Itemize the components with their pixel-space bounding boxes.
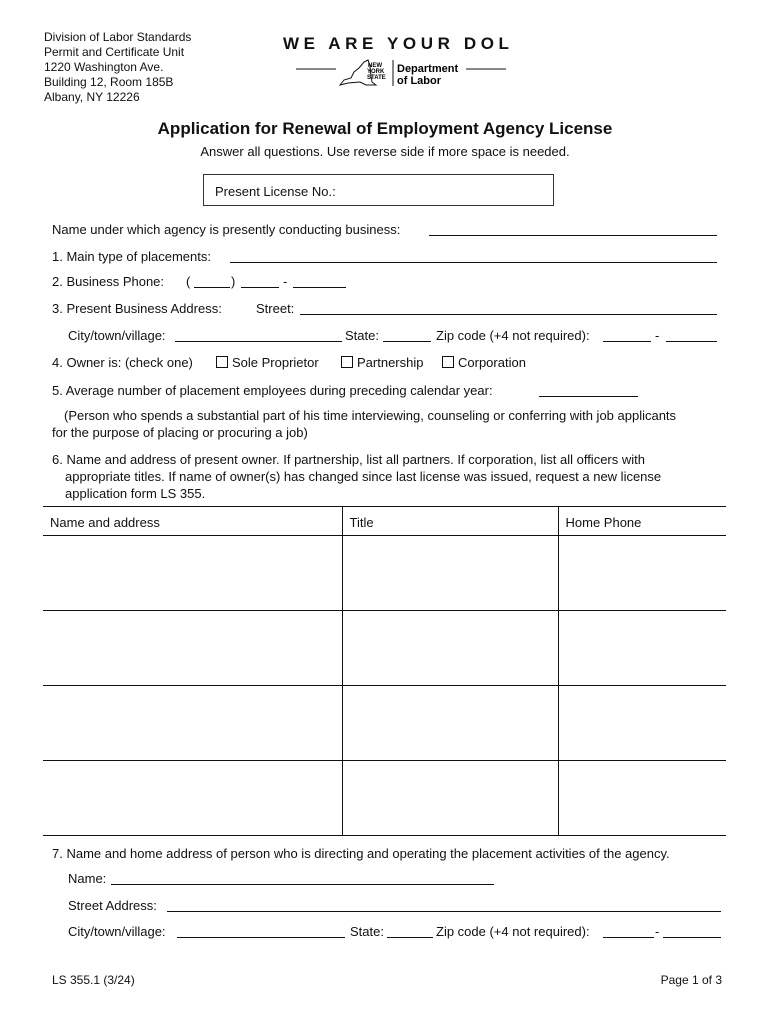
zip-dash: - [655, 328, 660, 343]
q5-note [52, 407, 677, 441]
state-label: State: [345, 328, 379, 343]
license-number-field[interactable] [203, 174, 554, 206]
phone-area-code-line[interactable] [194, 287, 230, 288]
page-number: Page 1 of 3 [660, 973, 722, 987]
logo-state-word-3: STATE [367, 75, 386, 81]
cell-home-phone[interactable] [558, 686, 726, 761]
cell-name-address[interactable] [43, 761, 342, 836]
city-input-line[interactable] [175, 341, 342, 342]
q6-line-1: 6. Name and address of present owner. If partnership, list all partners. If corporation, list all officers with [52, 452, 645, 467]
logo-dept-line-2: of Labor [397, 75, 441, 87]
option-partnership-label: Partnership [357, 355, 424, 370]
phone-number-line[interactable] [293, 287, 346, 288]
q5-note-line-2: for the purpose of placing or procuring a job) [52, 425, 308, 440]
cell-home-phone[interactable] [558, 761, 726, 836]
cell-name-address[interactable] [43, 536, 342, 611]
cell-name-address[interactable] [43, 611, 342, 686]
col-header-name-address: Name and address [43, 507, 342, 536]
director-street-input-line[interactable] [167, 911, 721, 912]
option-corporation-label: Corporation [458, 355, 526, 370]
logo-dept-line-1: Department [397, 63, 459, 75]
q6-text [52, 451, 661, 502]
cell-title[interactable] [342, 611, 558, 686]
q7-state-label: State: [350, 924, 384, 939]
zip-label: Zip code (+4 not required): [436, 328, 590, 343]
col-header-title: Title [342, 507, 558, 536]
checkbox-sole-proprietor[interactable] [216, 356, 228, 368]
cell-name-address[interactable] [43, 686, 342, 761]
q5-note-line-1: (Person who spends a substantial part of his time interviewing, counseling or conferring with job applicants [64, 408, 677, 423]
q5-label: 5. Average number of placement employees during preceding calendar year: [52, 383, 493, 398]
logo-state-word-2: YORK [367, 69, 385, 75]
q6-line-3: application form LS 355. [65, 486, 206, 501]
agency-address [44, 30, 191, 105]
phone-dash: - [283, 274, 288, 289]
q7-street-label: Street Address: [68, 898, 157, 913]
director-city-input-line[interactable] [177, 937, 345, 938]
zip-input-line[interactable] [603, 341, 651, 342]
q7-zip-label: Zip code (+4 not required): [436, 924, 590, 939]
q7-city-label: City/town/village: [68, 924, 166, 939]
option-partnership[interactable] [341, 355, 423, 370]
option-corporation[interactable] [442, 355, 526, 370]
agency-name-label: Name under which agency is presently conducting business: [52, 222, 401, 237]
q2-label: 2. Business Phone: [52, 274, 165, 289]
cell-title[interactable] [342, 761, 558, 836]
placement-type-input-line[interactable] [230, 262, 717, 263]
director-zip4-input-line[interactable] [663, 937, 721, 938]
q7-zip-dash: - [655, 924, 660, 939]
table-row [43, 686, 726, 761]
address-line-1: Division of Labor Standards [44, 30, 192, 44]
checkbox-partnership[interactable] [341, 356, 353, 368]
city-label: City/town/village: [68, 328, 166, 343]
option-sole-proprietor[interactable] [216, 355, 319, 370]
logo-state-word-1: NEW [368, 63, 382, 69]
zip4-input-line[interactable] [666, 341, 717, 342]
slogan: WE ARE YOUR DOL [283, 34, 514, 53]
address-line-5: Albany, NY 12226 [44, 90, 140, 104]
dol-logo [296, 58, 508, 92]
cell-title[interactable] [342, 686, 558, 761]
address-line-3: 1220 Washington Ave. [44, 60, 164, 74]
option-sole-proprietor-label: Sole Proprietor [232, 355, 319, 370]
employee-count-input-line[interactable] [539, 396, 638, 397]
form-subtitle: Answer all questions. Use reverse side if more space is needed. [200, 144, 570, 159]
q7-name-label: Name: [68, 871, 107, 886]
license-number-label: Present License No.: [215, 184, 336, 199]
q3-label: 3. Present Business Address: [52, 301, 222, 316]
address-line-2: Permit and Certificate Unit [44, 45, 185, 59]
q1-label: 1. Main type of placements: [52, 249, 211, 264]
q4-label: 4. Owner is: (check one) [52, 355, 193, 370]
table-row [43, 611, 726, 686]
q3-street-label: Street: [256, 301, 295, 316]
phone-open-paren: ( [186, 274, 191, 289]
q7-label: 7. Name and home address of person who is directing and operating the placement activities of the agency. [52, 846, 670, 861]
cell-title[interactable] [342, 536, 558, 611]
cell-home-phone[interactable] [558, 611, 726, 686]
owners-table [43, 506, 726, 836]
agency-name-input-line[interactable] [429, 235, 717, 236]
phone-close-paren: ) [231, 274, 236, 289]
q6-line-2: appropriate titles. If name of owner(s) has changed since last license was issued, request a new license [65, 469, 662, 484]
director-zip-input-line[interactable] [603, 937, 654, 938]
checkbox-corporation[interactable] [442, 356, 454, 368]
table-row [43, 761, 726, 836]
director-name-input-line[interactable] [111, 884, 494, 885]
street-input-line[interactable] [300, 314, 717, 315]
cell-home-phone[interactable] [558, 536, 726, 611]
owners-table-header [43, 507, 726, 536]
director-state-input-line[interactable] [387, 937, 433, 938]
address-line-4: Building 12, Room 185B [44, 75, 174, 89]
state-input-line[interactable] [383, 341, 431, 342]
table-row [43, 536, 726, 611]
phone-prefix-line[interactable] [241, 287, 279, 288]
form-title: Application for Renewal of Employment Agency License [157, 119, 613, 138]
col-header-home-phone: Home Phone [558, 507, 726, 536]
form-id: LS 355.1 (3/24) [52, 973, 135, 987]
